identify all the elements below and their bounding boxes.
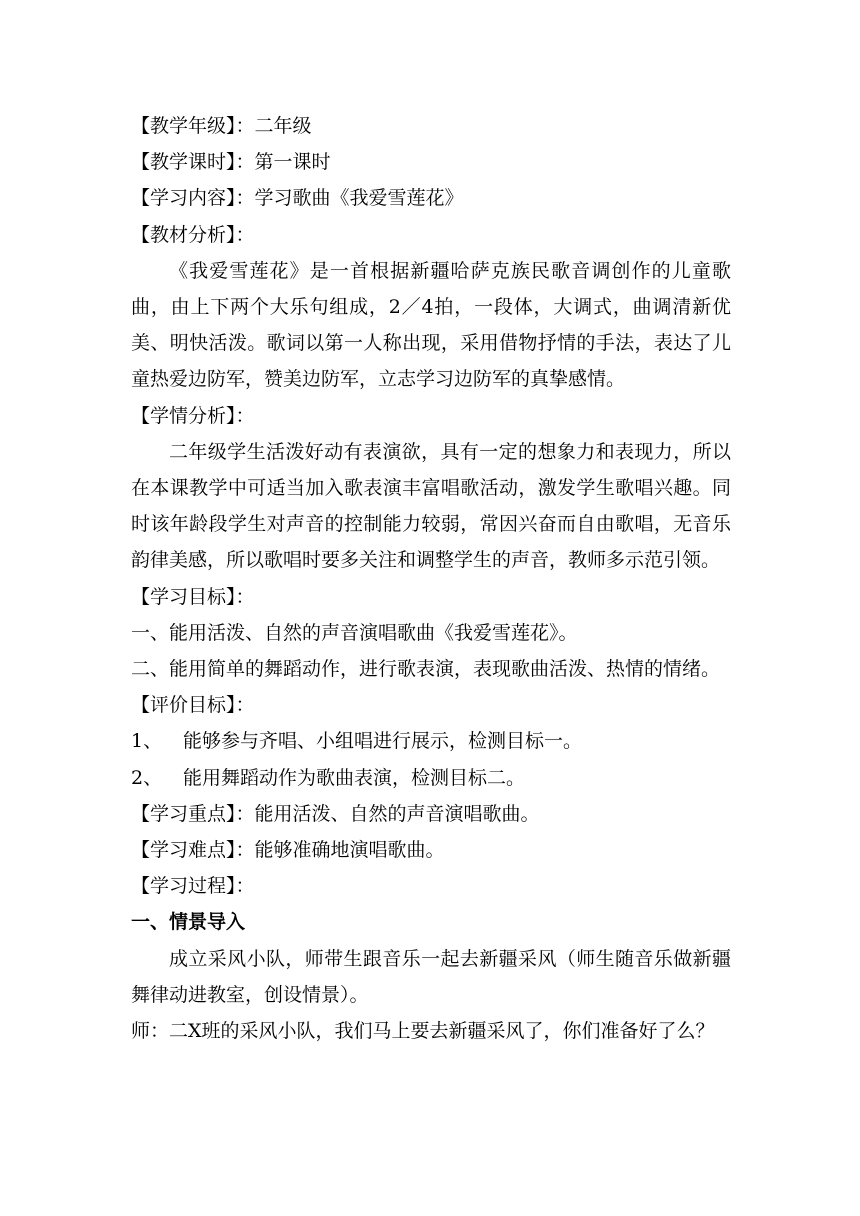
key-point-line [131, 796, 731, 832]
period-value: 第一课时 [254, 151, 331, 174]
document-body [131, 108, 731, 1049]
period-line [131, 144, 731, 180]
key-point-value: 能用活泼、自然的声音演唱歌曲。 [254, 802, 540, 825]
evaluation-goals-heading: 【评价目标】： [131, 694, 255, 717]
process-heading: 【学习过程】： [131, 875, 255, 898]
learning-goals-heading: 【学习目标】： [131, 585, 255, 608]
evaluation-goal-text: 能够参与齐唱、小组唱进行展示，检测目标一。 [183, 730, 583, 753]
evaluation-goal-text: 能用舞蹈动作为歌曲表演，检测目标二。 [183, 766, 526, 789]
difficulty-line [131, 832, 731, 868]
key-point-label: 【学习重点】： [131, 802, 255, 825]
material-analysis-heading: 【教材分析】： [131, 223, 255, 246]
content-line [131, 180, 731, 216]
section-intro-text: 成立采风小队，师带生跟音乐一起去新疆采风（师生随音乐做新疆舞律动进教室，创设情景）。 [131, 947, 731, 1006]
learning-goal-item: 一、能用活泼、自然的声音演唱歌曲《我爱雪莲花》。 [131, 621, 578, 644]
difficulty-value: 能够准确地演唱歌曲。 [254, 839, 445, 862]
grade-line [131, 108, 731, 144]
student-analysis-heading: 【学情分析】： [131, 404, 255, 427]
evaluation-goal-item [131, 723, 731, 759]
grade-label: 【教学年级】： [131, 115, 255, 137]
content-value: 学习歌曲《我爱雪莲花》 [254, 187, 464, 210]
material-analysis-text: 《我爱雪莲花》是一首根据新疆哈萨克族民歌音调创作的儿童歌曲，由上下两个大乐句组成，2／4拍，一段体，大调式，曲调清新优美、明快活泼。歌词以第一人称出现，采用借物抒情的手法，表达了儿童热爱边防军，赞美边防军，立志学习边防军的真挚感情。 [131, 259, 731, 391]
difficulty-label: 【学习难点】： [131, 839, 255, 862]
evaluation-goal-number: 1、 [131, 730, 163, 753]
evaluation-goal-item [131, 760, 731, 796]
evaluation-goal-number: 2、 [131, 766, 163, 789]
grade-value: 二年级 [254, 115, 312, 137]
section-title: 一、情景导入 [131, 911, 246, 934]
content-label: 【学习内容】： [131, 187, 255, 210]
learning-goal-item: 二、能用简单的舞蹈动作，进行歌表演，表现歌曲活泼、热情的情绪。 [131, 658, 721, 681]
teacher-dialogue: 师：二X班的采风小队，我们马上要去新疆采风了，你们准备好了么？ [131, 1020, 715, 1043]
student-analysis-text: 二年级学生活泼好动有表演欲，具有一定的想象力和表现力，所以在本课教学中可适当加入歌表演丰富唱歌活动，激发学生歌唱兴趣。同时该年龄段学生对声音的控制能力较弱，常因兴奋而自由歌唱，无音乐韵律美感，所以歌唱时要多关注和调整学生的声音，教师多示范引领。 [131, 440, 731, 572]
period-label: 【教学课时】： [131, 151, 255, 174]
